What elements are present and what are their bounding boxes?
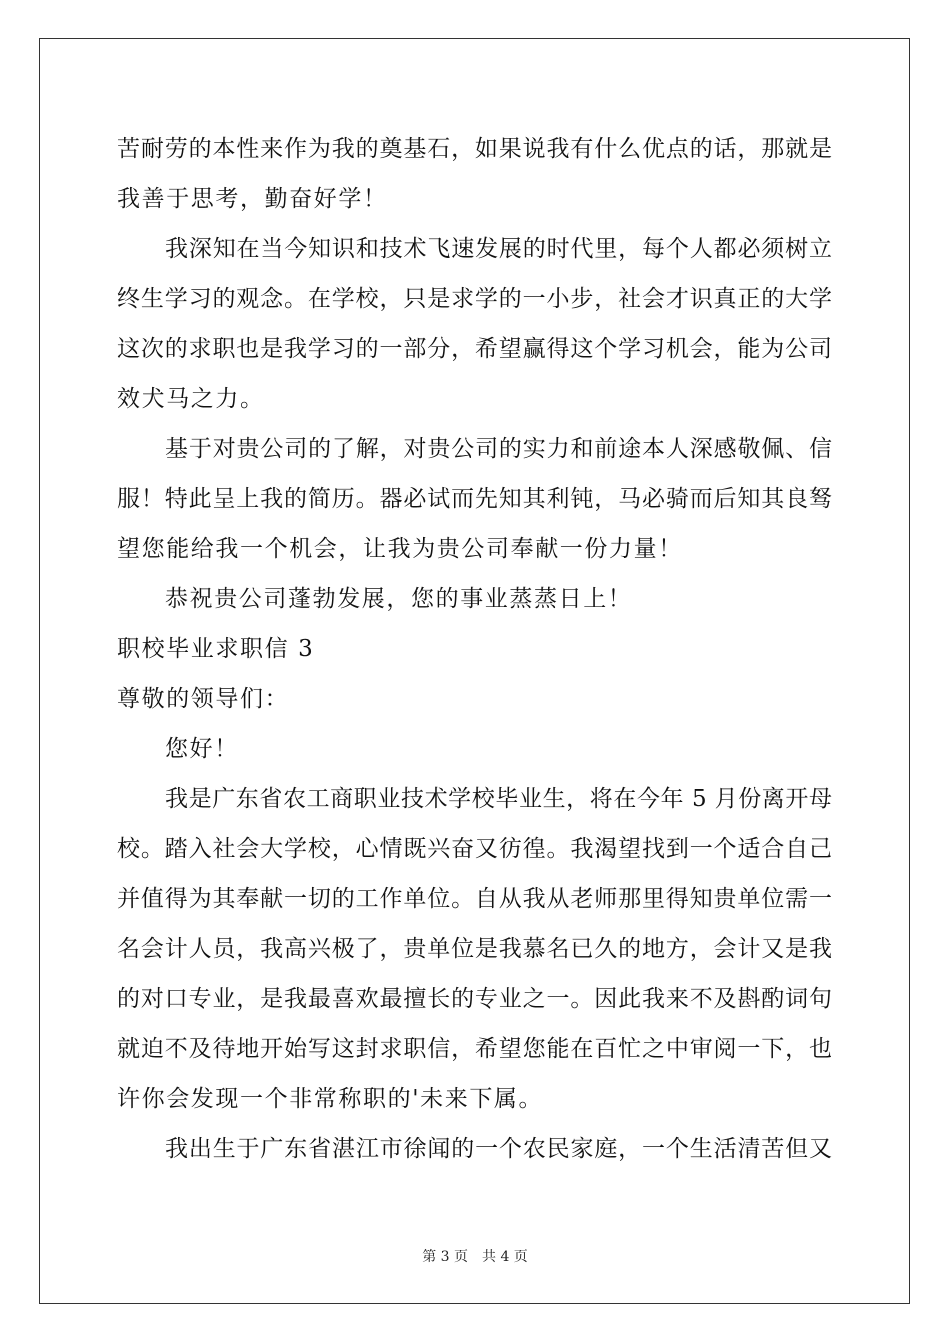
section-heading: 职校毕业求职信 3 — [117, 636, 315, 662]
text-line: 的对口专业，是我最喜欢最擅长的专业之一。因此我来不及斟酌词句 — [117, 986, 832, 1012]
text-line: 许你会发现一个非常称职的'未来下属。 — [117, 1086, 544, 1112]
page-number-footer: 第 3 页 共 4 页 — [422, 1249, 528, 1265]
text-line: 苦耐劳的本性来作为我的奠基石，如果说我有什么优点的话，那就是 — [117, 136, 832, 162]
document-body — [117, 124, 832, 1174]
text-line: 终生学习的观念。在学校，只是求学的一小步，社会才识真正的大学 — [117, 286, 832, 312]
text-line: 基于对贵公司的了解，对贵公司的实力和前途本人深感敬佩、信 — [165, 436, 832, 462]
text-line: 这次的求职也是我学习的一部分，希望赢得这个学习机会，能为公司 — [117, 336, 832, 362]
text-line: 效犬马之力。 — [117, 386, 265, 412]
text-line: 我深知在当今知识和技术飞速发展的时代里，每个人都必须树立 — [165, 236, 832, 262]
salutation: 尊敬的领导们： — [117, 686, 290, 712]
text-line: 我善于思考，勤奋好学！ — [117, 186, 388, 212]
text-line: 望您能给我一个机会，让我为贵公司奉献一份力量！ — [117, 536, 683, 562]
text-line: 我出生于广东省湛江市徐闻的一个农民家庭，一个生活清苦但又 — [165, 1136, 832, 1162]
text-line: 服！特此呈上我的简历。器必试而先知其利钝，马必骑而后知其良驽 — [117, 486, 832, 512]
text-line: 就迫不及待地开始写这封求职信，希望您能在百忙之中审阅一下，也 — [117, 1036, 832, 1062]
text-line: 恭祝贵公司蓬勃发展，您的事业蒸蒸日上！ — [165, 586, 633, 612]
text-line: 名会计人员，我高兴极了，贵单位是我慕名已久的地方，会计又是我 — [117, 936, 832, 962]
greeting: 您好！ — [165, 736, 239, 762]
text-line: 我是广东省农工商职业技术学校毕业生，将在今年 5 月份离开母 — [165, 786, 832, 812]
text-line: 校。踏入社会大学校，心情既兴奋又彷徨。我渴望找到一个适合自己 — [117, 836, 832, 862]
text-line: 并值得为其奉献一切的工作单位。自从我从老师那里得知贵单位需一 — [117, 886, 832, 912]
